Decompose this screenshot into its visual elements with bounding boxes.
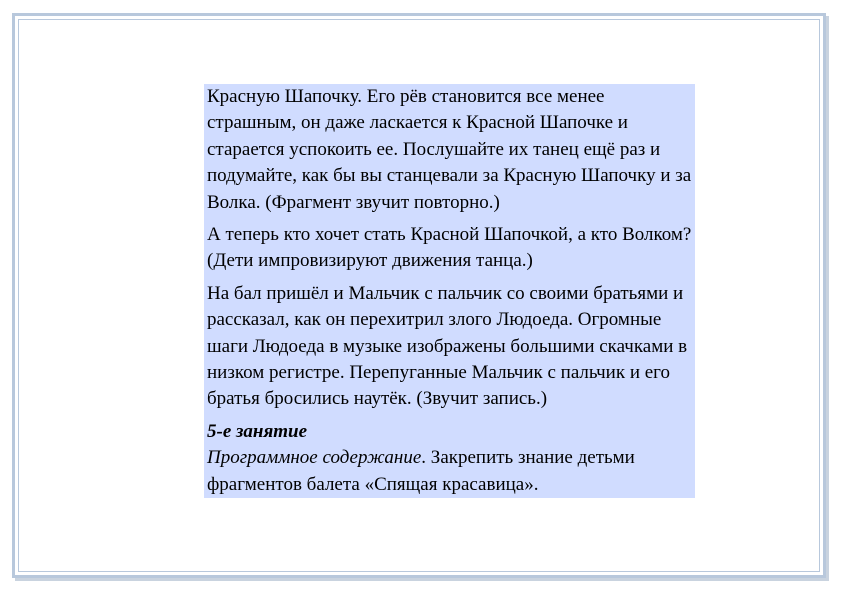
program-text: . Закрепить знание детьми фрагментов балета «Спящая красавица». [207,447,635,495]
paragraph-2: А теперь кто хочет стать Красной Шапочкой, а кто Волком? (Дети импровизируют движения танца.) [207,224,692,272]
lesson-heading: 5-е занятие [207,420,308,442]
slide-frame-shadow-right [826,16,829,581]
program-label: Программное содержание [207,447,422,469]
paragraph-1: Красную Шапочку. Его рёв становится все менее страшным, он даже ласкается к Красной Шапочке и старается успокоить ее. Послушайте их танец ещё раз и подумайте, как бы вы станцевали за Красную Шапочку и за Волка. (Фрагмент звучит повторно.) [207,86,692,213]
program-paragraph [207,445,695,498]
slide-frame-shadow-bottom [15,578,829,581]
paragraph-3: На бал пришёл и Мальчик с пальчик со своими братьями и рассказал, как он перехитрил злого Людоеда. Огромные шаги Людоеда в музыке изображены большими скачками в низком регистре. Перепуганные Мальчик с пальчик и его братья бросились наутёк. (Звучит запись.) [207,282,688,410]
text-block [204,84,695,498]
